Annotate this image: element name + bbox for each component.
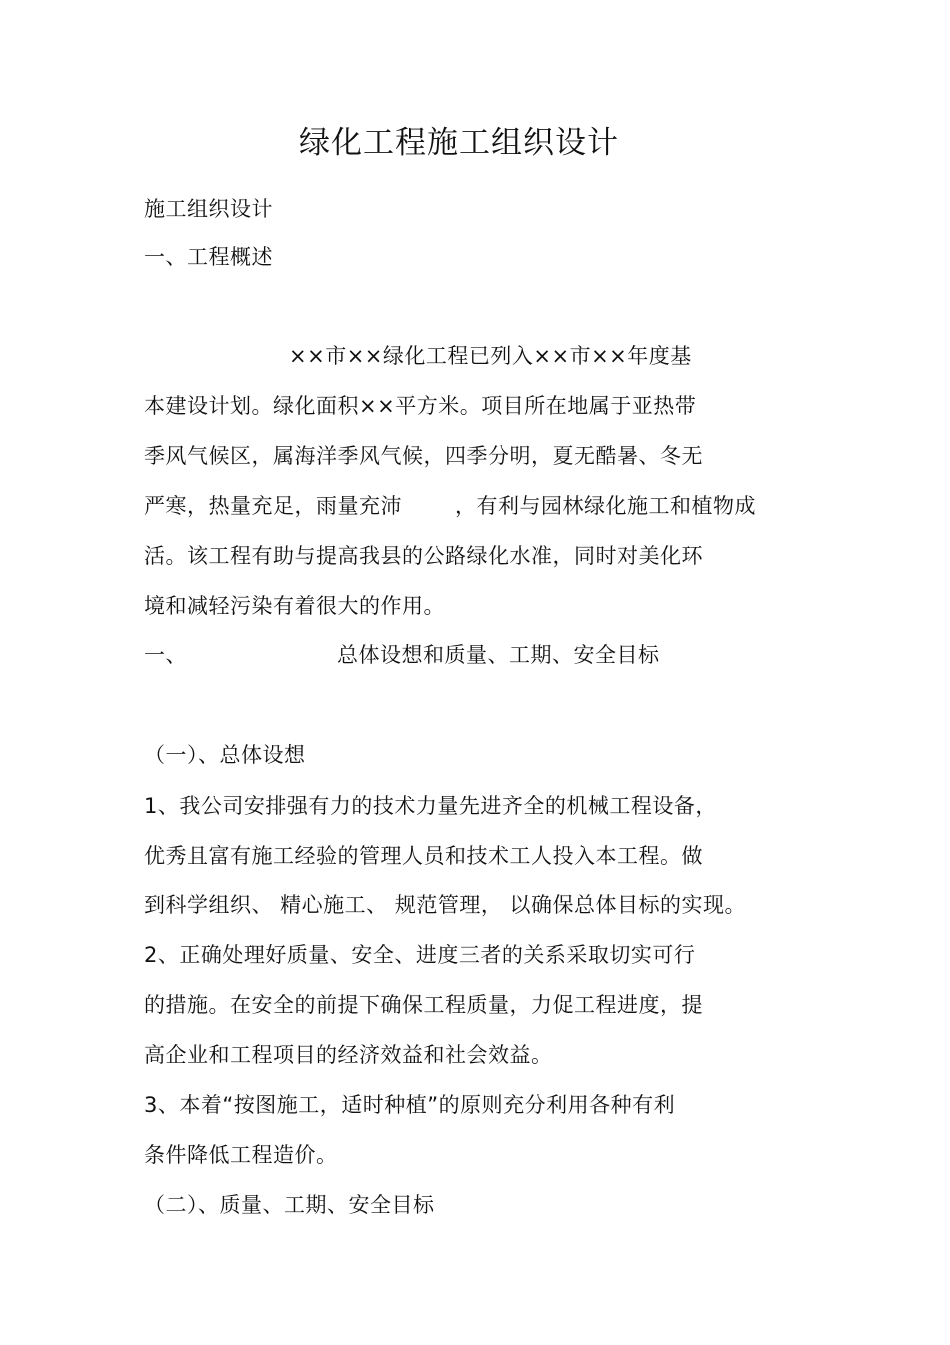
- overview-line: 季风气候区，属海洋季风气候，四季分明，夏无酷暑、冬无: [144, 444, 703, 468]
- item-line: 条件降低工程造价。: [144, 1143, 338, 1167]
- section-heading-goals: 总体设想和质量、工期、安全目标: [337, 643, 660, 667]
- overview-line: 严寒，热量充足，雨量充沛: [144, 494, 402, 518]
- item-line: 到科学组织、 精心施工、 规范管理， 以确保总体目标的实现。: [144, 893, 747, 917]
- item-line: 的措施。在安全的前提下确保工程质量，力促工程进度，提: [144, 993, 703, 1017]
- subtitle: 施工组织设计: [144, 197, 273, 221]
- item-line: 优秀且富有施工经验的管理人员和技术工人投入本工程。做: [144, 844, 703, 868]
- overview-line: 活。该工程有助与提高我县的公路绿化水准，同时对美化环: [144, 544, 703, 568]
- section-heading-number: 一、: [144, 643, 187, 667]
- section-heading-overview: 一、工程概述: [144, 245, 273, 269]
- overview-line: ××市××绿化工程已列入××市××年度基: [289, 344, 692, 368]
- overview-line: 本建设计划。绿化面积××平方米。项目所在地属于亚热带: [144, 394, 697, 418]
- overview-line: 境和减轻污染有着很大的作用。: [144, 594, 445, 618]
- item-line: 3、本着“按图施工，适时种植”的原则充分利用各种有利: [144, 1093, 676, 1117]
- document-title: 绿化工程施工组织设计: [299, 125, 619, 161]
- item-line: 1、我公司安排强有力的技术力量先进齐全的机械工程设备，: [144, 794, 717, 818]
- subsection-heading-targets: （二）、质量、工期、安全目标: [144, 1193, 435, 1217]
- item-line: 2、正确处理好质量、安全、进度三者的关系采取切实可行: [144, 943, 696, 967]
- overview-line: ，有利与园林绿化施工和植物成: [455, 494, 756, 518]
- subsection-heading-overall: （一）、总体设想: [144, 743, 306, 767]
- item-line: 高企业和工程项目的经济效益和社会效益。: [144, 1043, 553, 1067]
